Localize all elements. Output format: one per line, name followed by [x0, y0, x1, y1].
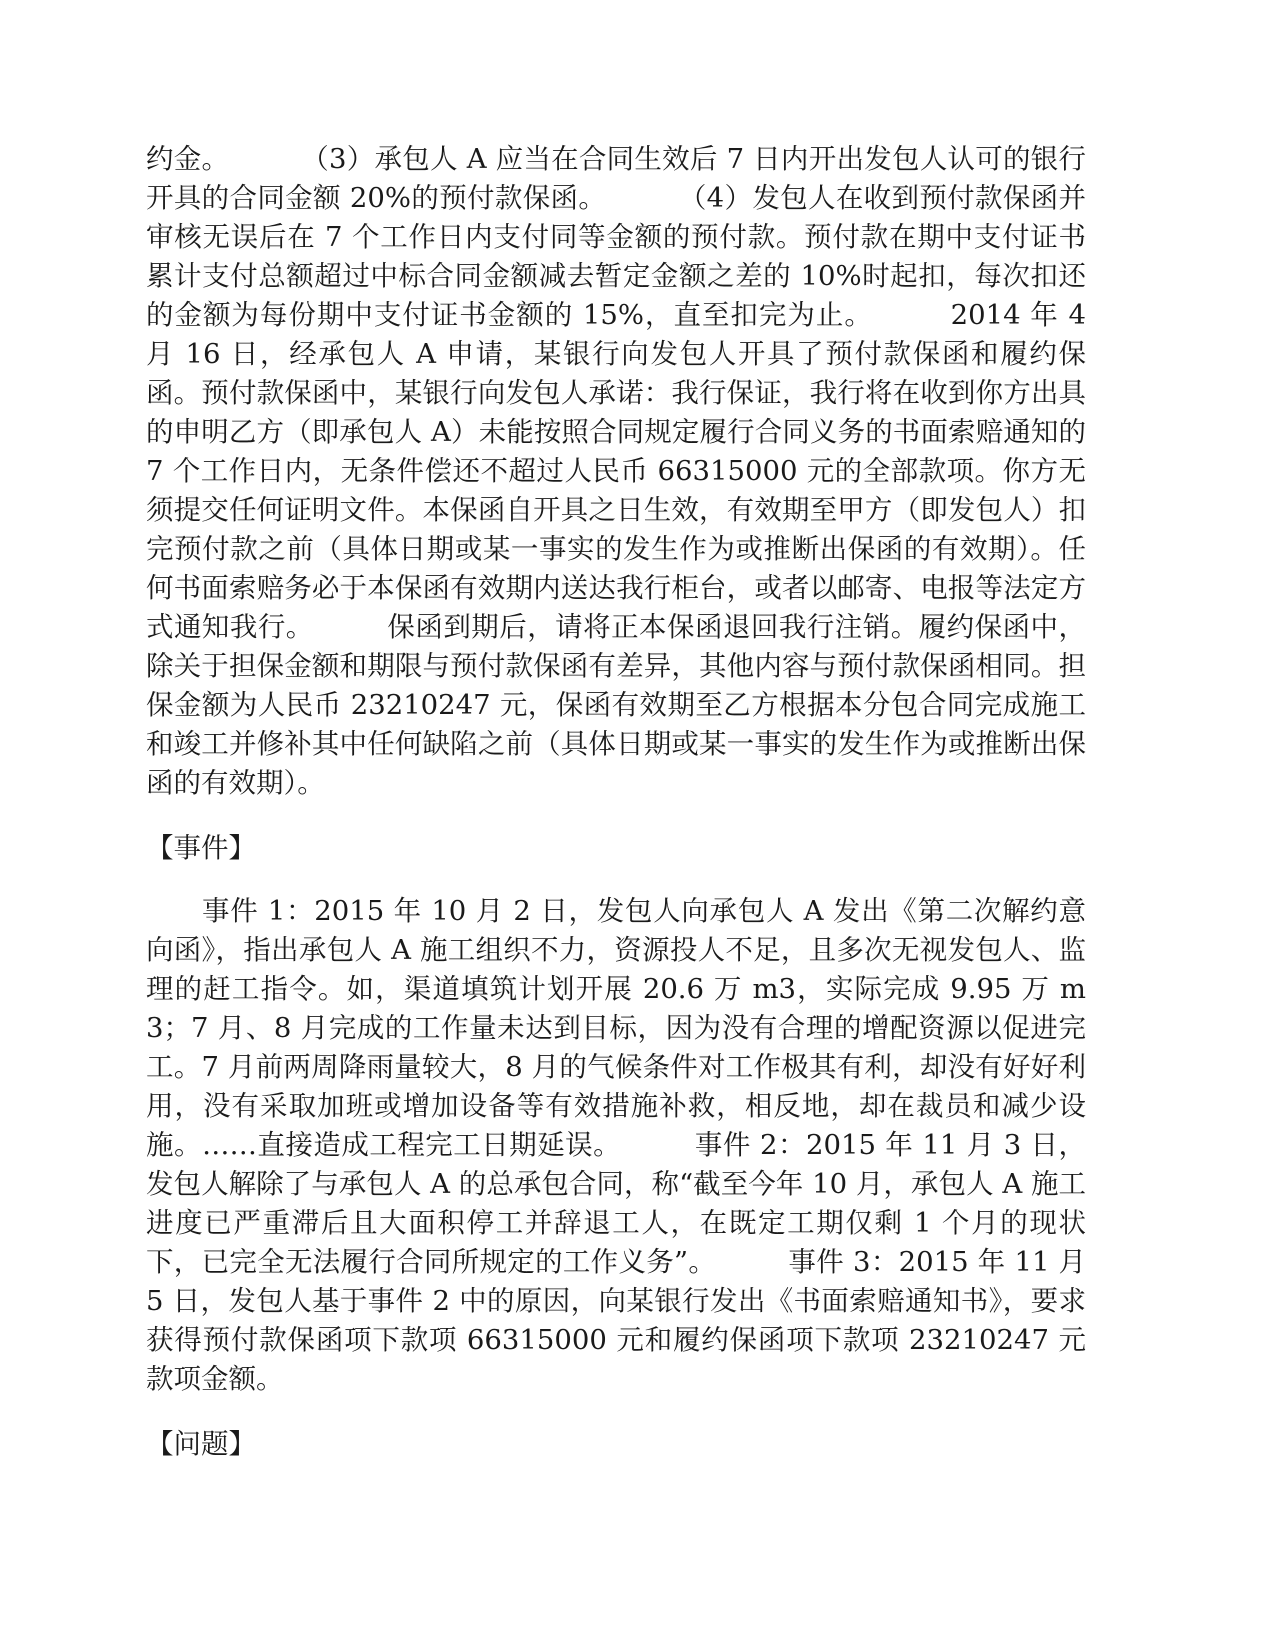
events-paragraph: 事件 1：2015 年 10 月 2 日，发包人向承包人 A 发出《第二次解约意向函》，指出承包人 A 施工组织不力，资源投人不足，且多次无视发包人、监理的赶工指令。如，渠道填筑计划开展 20.6 万 m3，实际完成 9.95 万 m3；7 月、8 月完成的工作量未达到目标，因为没有合理的增配资源以促进完工。7 月前两周降雨量较大，8 月的气候条件对工作极其有利，却没有好好利用，没有采取加班或增加设备等有效措施补救，相反地，却在裁员和减少设施。……直接造成工程完工日期延误。 事件 2：2015 年 11 月 3 日，发包人解除了与承包人 A 的总承包合同，称“截至今年 10 月，承包人 A 施工进度已严重滞后且大面积停工并辞退工人，在既定工期仅剩 1 个月的现状下，已完全无法履行合同所规定的工作义务”。 事件 3：2015 年 11 月 5 日，发包人基于事件 2 中的原因，向某银行发出《书面索赔通知书》，要求获得预付款保函项下款项 66315000 元和履约保函项下款项 23210247 元款项金额。 [146, 895, 1095, 1395]
background-paragraph: 约金。 （3）承包人 A 应当在合同生效后 7 日内开出发包人认可的银行开具的合同金额 20%的预付款保函。 （4）发包人在收到预付款保函并审核无误后在 7 个工作日内支付同等金额的预付款。预付款在期中支付证书累计支付总额超过中标合同金额减去暂定金额之差的 10%时起扣，每次扣还的金额为每份期中支付证书金额的 15%，直至扣完为止。 2014 年 4 月 16 日，经承包人 A 申请，某银行向发包人开具了预付款保函和履约保函。预付款保函中，某银行向发包人承诺：我行保证，我行将在收到你方出具的申明乙方（即承包人 A）未能按照合同规定履行合同义务的书面索赔通知的 7 个工作日内，无条件偿还不超过人民币 66315000 元的全部款项。你方无须提交任何证明文件。本保函自开具之日生效，有效期至甲方（即发包人）扣完预付款之前（具体日期或某一事实的发生作为或推断出保函的有效期）。任何书面索赔务必于本保函有效期内送达我行柜台，或者以邮寄、电报等法定方式通知我行。 保函到期后，请将正本保函退回我行注销。履约保函中，除关于担保金额和期限与预付款保函有差异，其他内容与预付款保函相同。担保金额为人民币 23210247 元，保函有效期至乙方根据本分包合同完成施工和竣工并修补其中任何缺陷之前（具体日期或某一事实的发生作为或推断出保函的有效期）。 [146, 143, 1095, 799]
document-page [146, 140, 1095, 1488]
questions-heading: 【问题】 [146, 1428, 256, 1460]
events-heading: 【事件】 [146, 832, 256, 864]
